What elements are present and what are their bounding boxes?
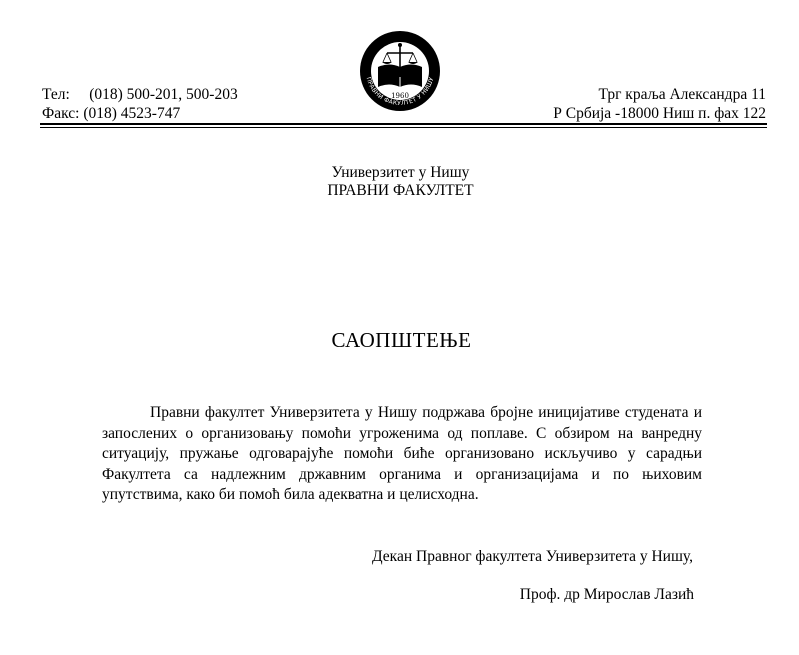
phone-value: (018) 500-201, 500-203 [89, 86, 238, 103]
faculty-seal-logo [358, 29, 442, 113]
contact-block [42, 85, 238, 123]
address-block [553, 85, 766, 123]
document-title: САОПШТЕЊЕ [331, 328, 472, 352]
body-paragraph: Правни факултет Универзитета у Нишу подржава бројне иницијативе студената и запослених о организовању помоћи угроженима од поплаве. С обзиром на ванредну ситуацију, пружање одговарајуће помоћи биће организовано искључиво у сарадњи Факултета са надлежним државним органима и организацијама и по њиховим упутствима, како би помоћ била адекватна и целисходна. [102, 404, 702, 503]
header-divider-thick [40, 123, 767, 125]
seal-year: 1960 [391, 92, 409, 100]
signature-position: Декан Правног факултета Универзитета у Нишу, [372, 548, 693, 565]
phone-line [42, 85, 238, 104]
fax-label: Факс: [42, 105, 80, 122]
faculty-name: ПРАВНИ ФАКУЛТЕТ [327, 182, 474, 199]
seal-ring-text: ПРАВНИ ФАКУЛТЕТ У НИШУ [364, 76, 436, 108]
phone-label: Тел: [42, 86, 70, 103]
address-line-1: Трг краља Александра 11 [598, 86, 766, 103]
signature-name: Проф. др Мирослав Лазић [519, 586, 694, 603]
header-divider-thin [40, 127, 767, 128]
address-line-2: Р Србија -18000 Ниш п. фах 122 [553, 105, 766, 122]
university-name: Универзитет у Нишу [331, 164, 470, 181]
institution-heading [0, 164, 799, 200]
fax-value: (018) 4523-747 [83, 105, 181, 122]
document-body [102, 403, 702, 506]
fax-line [42, 104, 238, 123]
